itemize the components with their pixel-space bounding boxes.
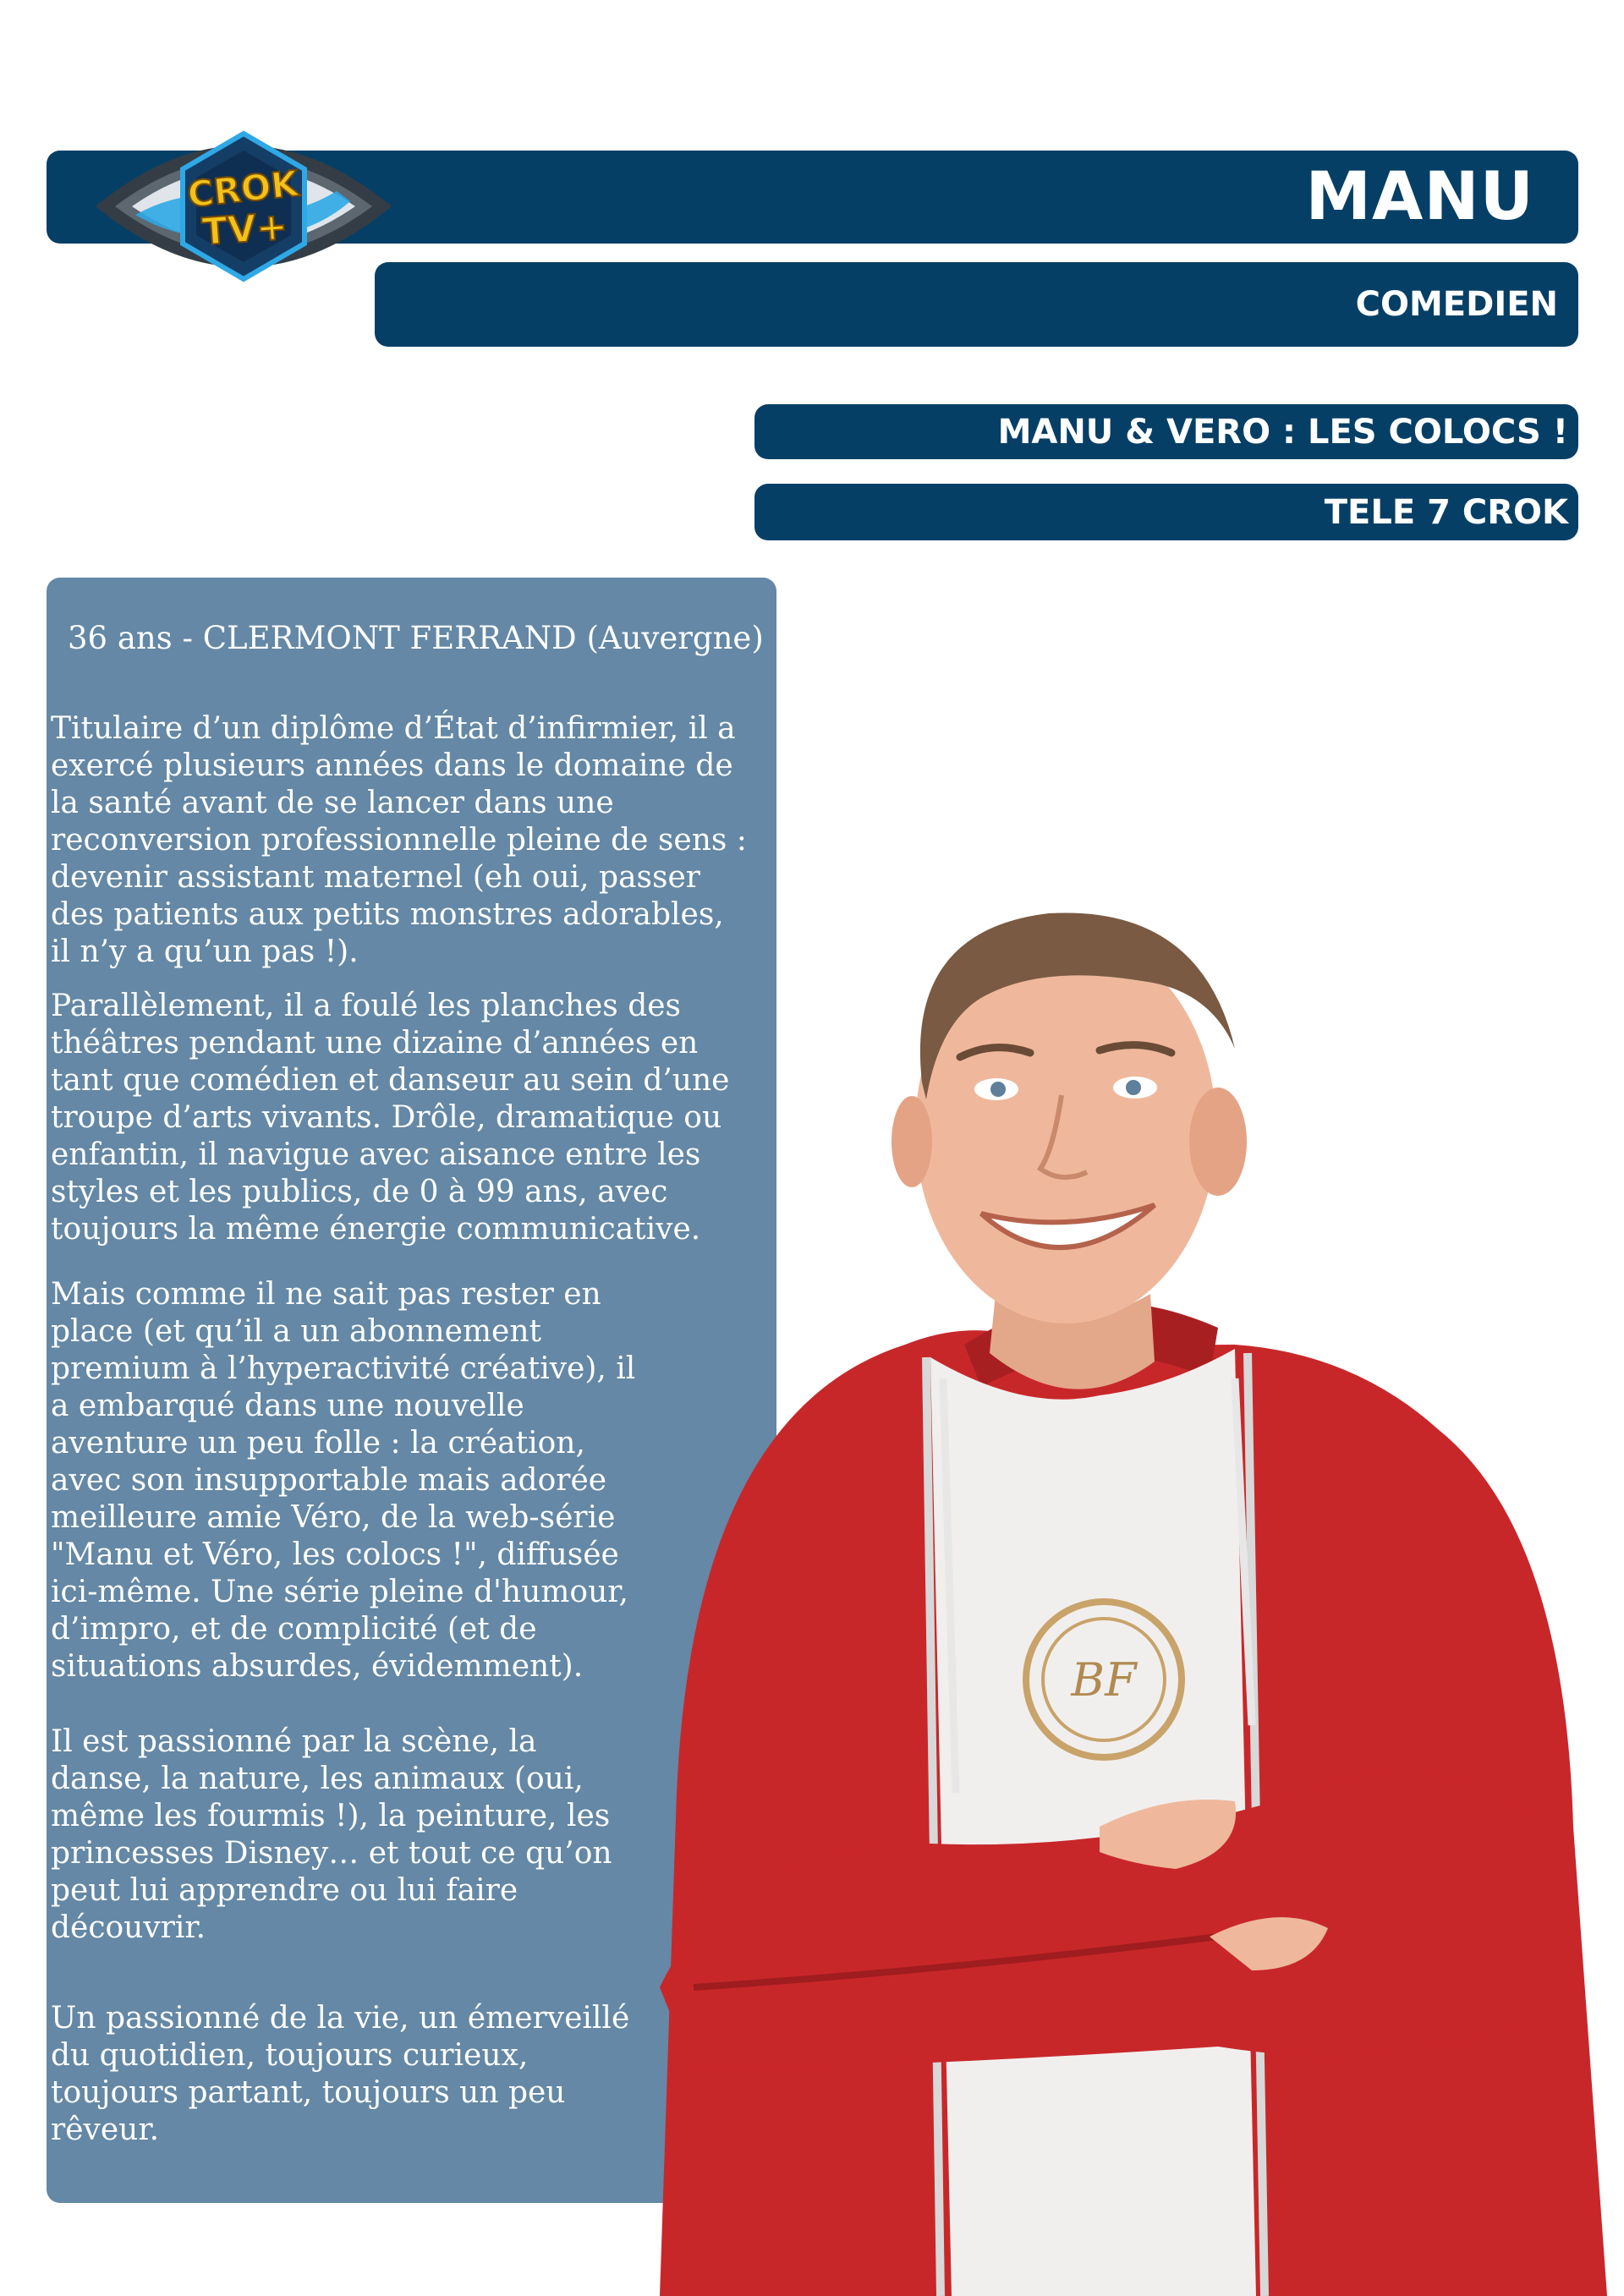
role-banner — [375, 262, 1578, 347]
crok-tv-logo — [91, 110, 396, 303]
bio-subtitle: 36 ans - CLERMONT FERRAND (Auvergne) — [68, 620, 764, 656]
logo-text-bottom: TV+ — [200, 205, 289, 255]
channel-banner — [754, 484, 1578, 540]
channel-name: TELE 7 CROK — [1324, 492, 1568, 532]
bio-paragraph: Il est passionné par la scène, la danse, la nature, les animaux (oui, même les fourmis !), la peinture, les princesses Disney… et tout ce qu’on peut lui apprendre ou lui faire découvrir. — [51, 1724, 612, 1945]
shirt-monogram: BF — [1071, 1653, 1137, 1707]
bio-paragraph: Mais comme il ne sait pas rester en place (et qu’il a un abonnement premium à l’hyperactivité créative), il a embarqué dans une nouvelle aventure un peu folle : la création, avec son insupportable mais adorée meilleure amie Véro, de la web-série "Manu et Véro, les colocs !", diffusée ici-même. Une série pleine d'humour, d’impro, et de complicité (et de situations absurdes, évidemment). — [51, 1277, 636, 1684]
bio-paragraph: Titulaire d’un diplôme d’État d’infirmier, il a exercé plusieurs années dans le domaine de la santé avant de se lancer dans une reconversion professionnelle pleine de sens : devenir assistant maternel (eh oui, passer des patients aux petits monstres adorables, il n’y a qu’un pas !). — [51, 711, 747, 969]
show-banner — [754, 404, 1578, 459]
show-title: MANU & VERO : LES COLOCS ! — [997, 412, 1568, 452]
logo-text-top: CROK — [185, 162, 301, 216]
portrait-photo — [626, 871, 1624, 2296]
bio-paragraph: Parallèlement, il a foulé les planches des théâtres pendant une dizaine d’années en tant que comédien et danseur au sein d’une troupe d’arts vivants. Drôle, dramatique ou enfantin, il navigue avec aisance entre les styles et les publics, de 0 à 99 ans, avec toujours la même énergie communicative. — [51, 989, 730, 1247]
bio-paragraph: Un passionné de la vie, un émerveillé du quotidien, toujours curieux, toujours partant, toujours un peu rêveur. — [51, 2001, 630, 2147]
role-label: COMEDIEN — [1355, 285, 1558, 324]
page-title: MANU — [1305, 159, 1534, 235]
